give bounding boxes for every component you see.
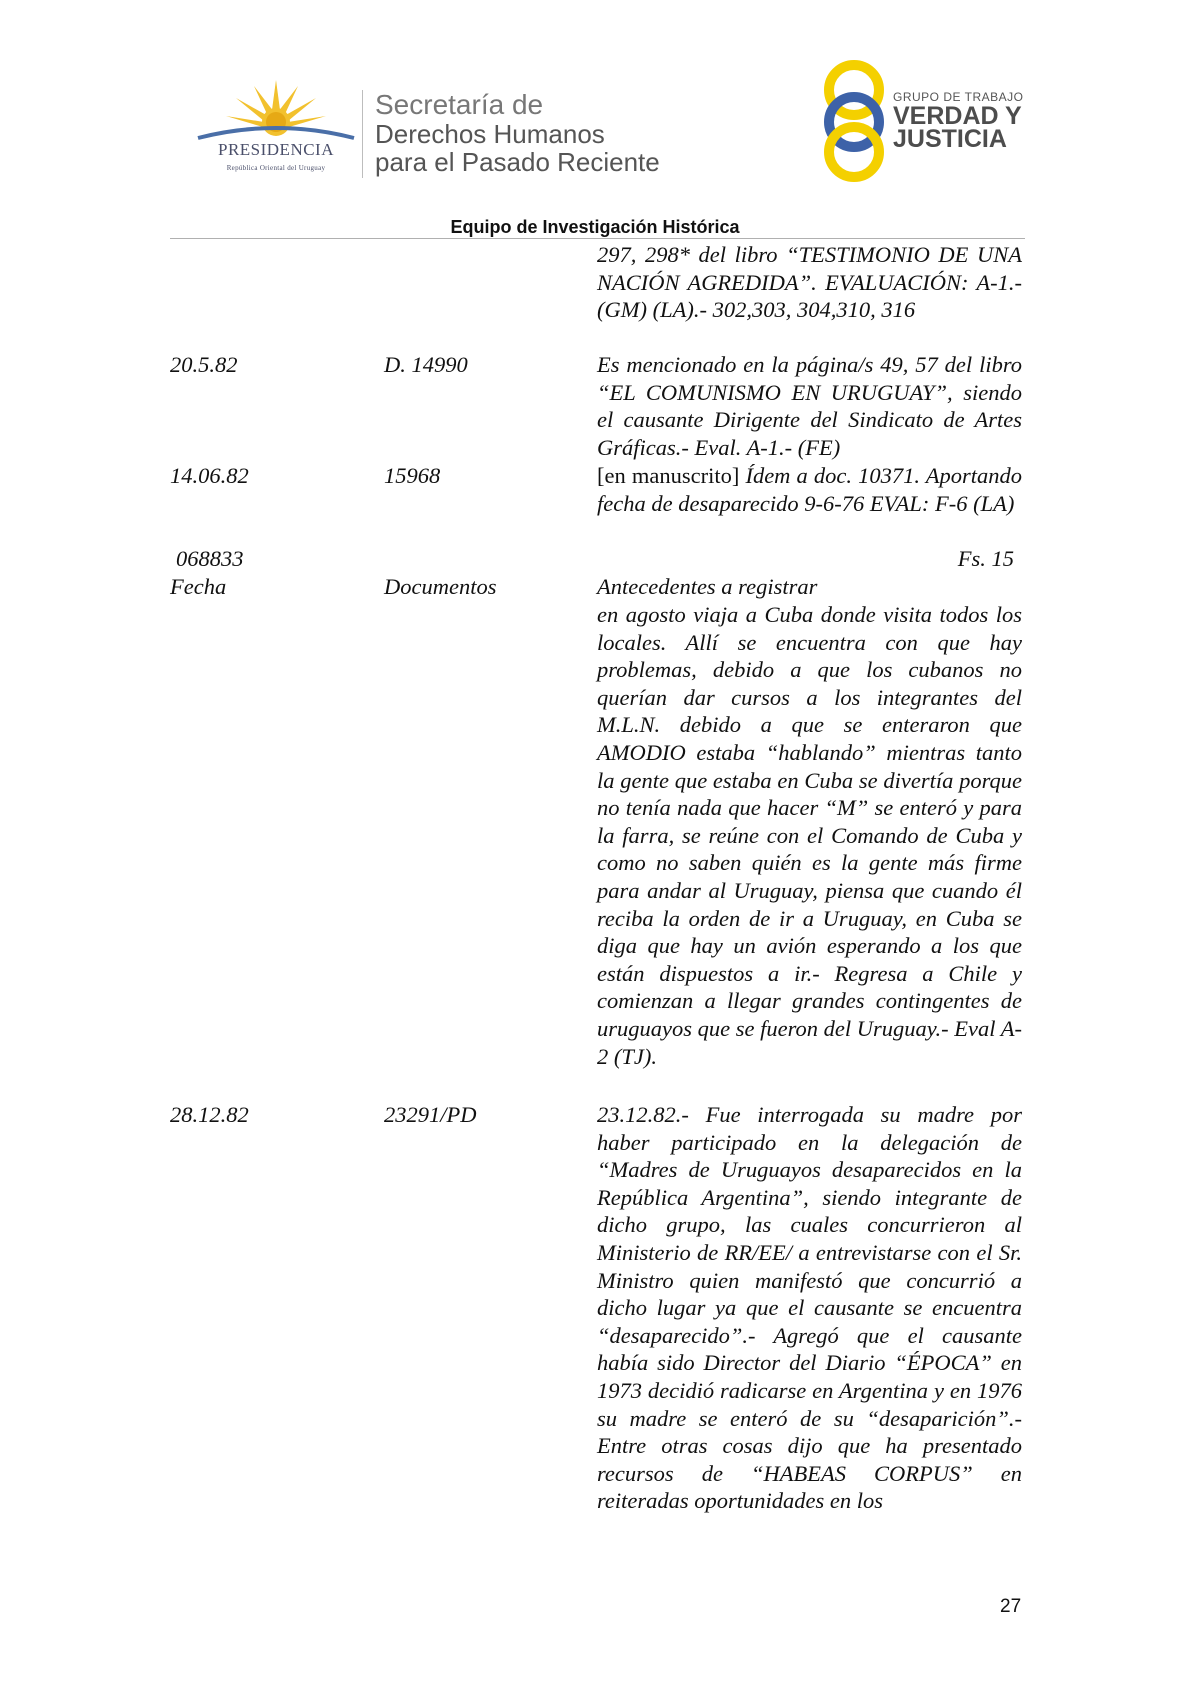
row-doc: 23291/PD <box>384 1102 477 1127</box>
gtvj-logo <box>820 56 1040 184</box>
secretaria-logo <box>375 90 660 176</box>
row-date: 28.12.82 <box>170 1102 249 1127</box>
secretaria-line1: Secretaría de <box>375 89 544 120</box>
row-date: 20.5.82 <box>170 352 238 377</box>
column-header-antecedents: Antecedentes a registrar <box>597 574 818 599</box>
sun-emblem-icon <box>196 80 356 142</box>
row-doc: D. 14990 <box>384 352 468 377</box>
gtvj-line1: GRUPO DE TRABAJO <box>893 90 1024 104</box>
presidencia-title: PRESIDENCIA <box>217 140 334 159</box>
row-text: 23.12.82.- Fue interrogada su madre por haber participado en la delegación de “Madres de Uruguayos desaparecidos en la República Argentina”, siendo integrante de dicho grupo, las cuales concurrieron al Ministerio de RR/EE/ a entrevistarse con el Sr. Ministro quien manifestó que concurrió a dicho lugar ya que el causante se encuentra “desaparecido”.- Agregó que el causante había sido Director del Diario “ÉPOCA” en 1973 decidió radicarse en Argentina y en 1976 su madre se enteró de su “desaparición”.- Entre otras cosas dijo que ha presentado recursos de “HABEAS CORPUS” en reiteradas oportunidades en los <box>597 1102 1022 1514</box>
gtvj-line3: JUSTICIA <box>893 125 1007 153</box>
secretaria-line3: para el Pasado Reciente <box>375 147 660 177</box>
gtvj-line2: VERDAD Y <box>893 102 1022 130</box>
team-title: Equipo de Investigación Histórica <box>450 217 740 237</box>
manuscript-note: [en manuscrito] <box>597 463 740 488</box>
row-text: Es mencionado en la página/s 49, 57 del libro “EL COMUNISMO EN URUGUAY”, siendo el causante Dirigente del Sindicato de Artes Gráficas.- Eval. A-1.- (FE) <box>597 352 1022 460</box>
presidencia-logo <box>196 80 356 180</box>
secretaria-line2: Derechos Humanos <box>375 119 605 149</box>
column-header-date: Fecha <box>170 574 227 599</box>
rings-emblem-icon <box>820 56 890 184</box>
header-divider <box>362 90 363 178</box>
row-date: 14.06.82 <box>170 463 249 488</box>
header-rule <box>170 238 1025 239</box>
folio-number: 068833 <box>176 546 244 571</box>
row-text: en agosto viaja a Cuba donde visita todos los locales. Allí se encuentra con que hay problemas, debido a que los cubanos no querían dar cursos a los integrantes del M.L.N. debido a que se enteraron que AMODIO estaba “hablando” mientras tanto la gente que estaba en Cuba se divertía porque no tenía nada que hacer “M” se enteró y para la farra, se reúne con el Comando de Cuba y como no saben quién es la gente más firme para andar al Uruguay, piensa que cuando él reciba la orden de ir a Uruguay, en Cuba se diga que hay un avión esperando a los que están dispuestos a ir.- Regresa a Chile y comienzan a llegar grandes contingentes de uruguayos que se fueron del Uruguay.- Eval A-2 (TJ). <box>597 602 1022 1069</box>
folio-sheet-label: Fs. 15 <box>957 546 1014 571</box>
row-text: Ídem a doc. 10371. Aportando fecha de desaparecido 9-6-76 EVAL: F-6 (LA) <box>597 463 1023 516</box>
row-text: 297, 298* del libro “TESTIMONIO DE UNA NACIÓN AGREDIDA”. EVALUACIÓN: A-1.- (GM) (LA).- 302,303, 304,310, 316 <box>597 242 1022 323</box>
page-number: 27 <box>1000 1596 1022 1617</box>
row-text-cell <box>597 462 1022 517</box>
column-header-documents: Documentos <box>384 574 497 599</box>
row-doc: 15968 <box>384 463 441 488</box>
folio-sheet <box>597 545 1022 573</box>
presidencia-subtitle: República Oriental del Uruguay <box>226 164 326 172</box>
